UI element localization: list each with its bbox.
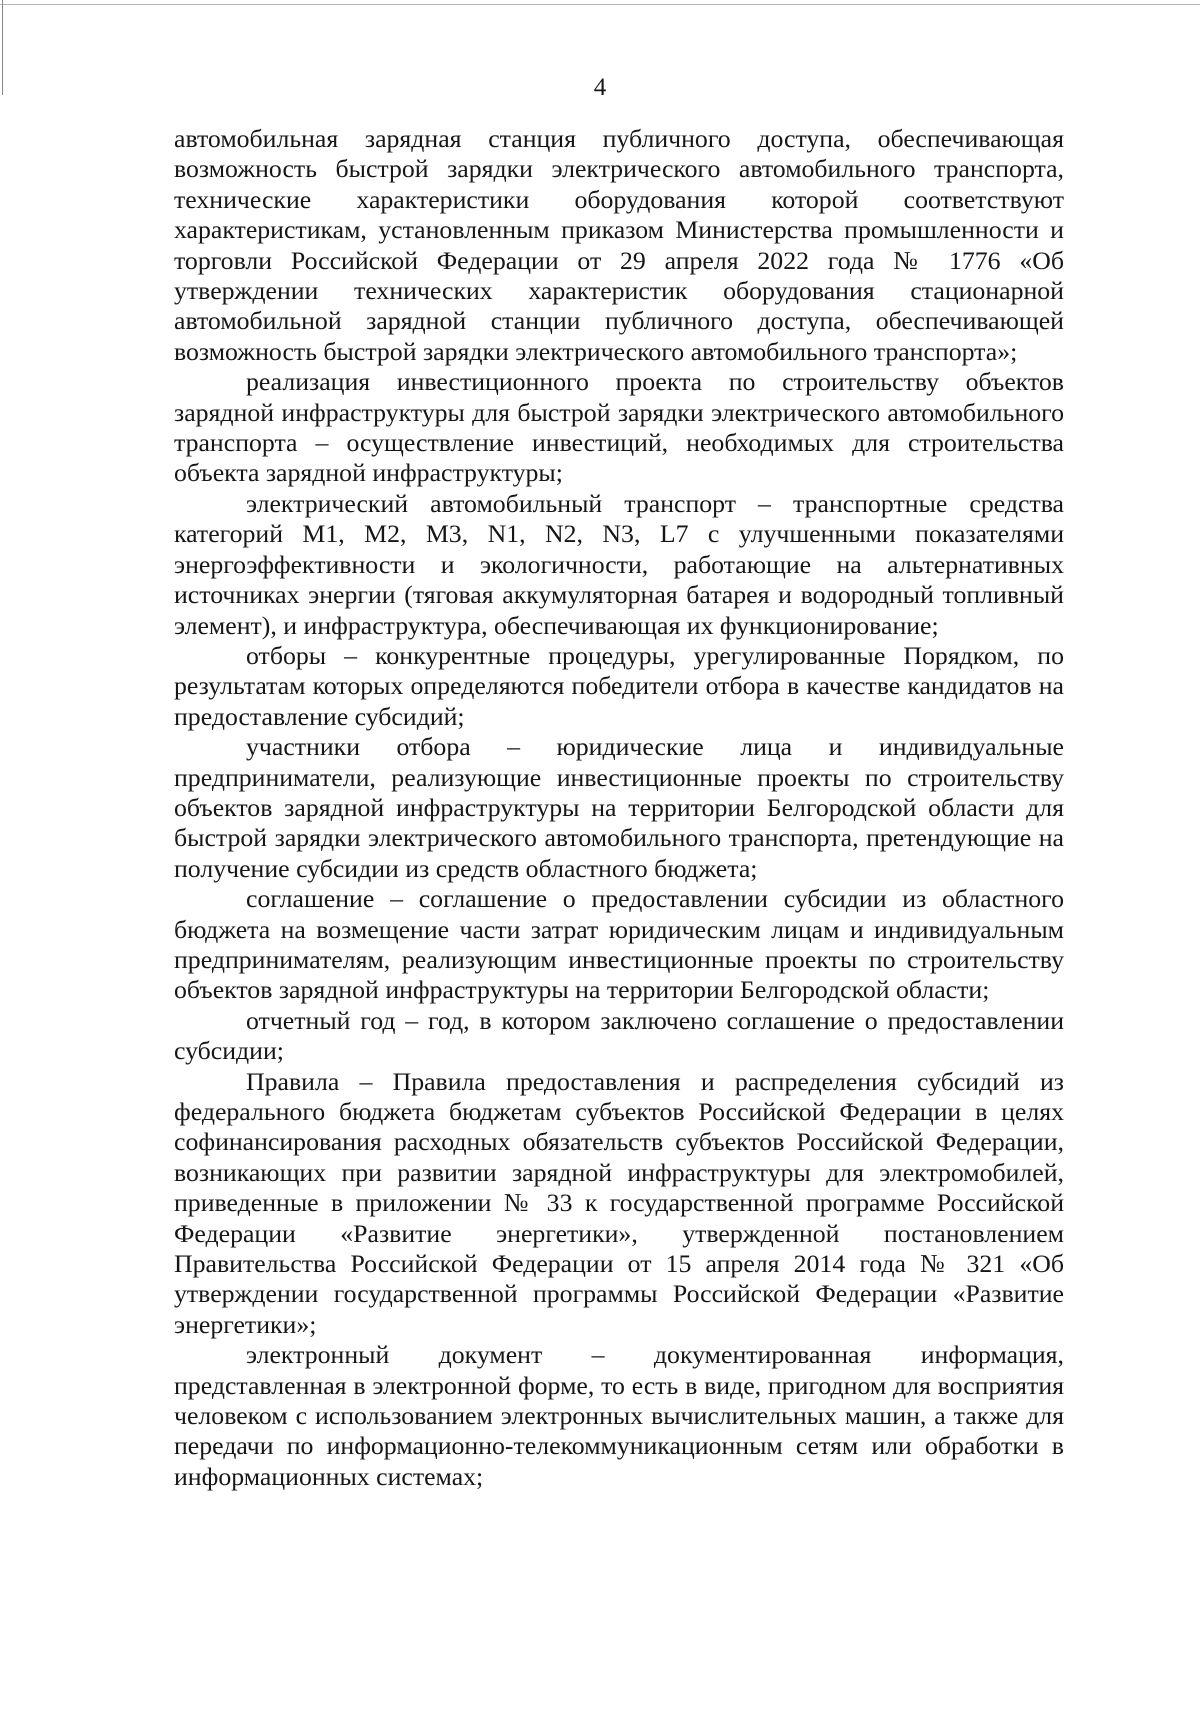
scan-edge-top xyxy=(0,4,1200,5)
paragraph-charging-station: автомобильная зарядная станция публичного доступа, обеспечивающая возможность быстрой зарядки электрического автомобильного транспорта, технические характеристики оборудования которой соответствуют характеристикам, установленным приказом Министерства промышленности и торговли Российской Федерации от 29 апреля 2022 года № 1776 «Об утверждении технических характеристик оборудования стационарной автомобильной зарядной станции публичного доступа, обеспечивающей возможность быстрой зарядки электрического автомобильного транспорта»; xyxy=(174,124,1064,366)
paragraph-reporting-year: отчетный год – год, в котором заключено соглашение о предоставлении субсидии; xyxy=(174,1005,1064,1066)
paragraph-electric-transport: электрический автомобильный транспорт – транспортные средства категорий М1, М2, М3, N1, N2, N3, L7 с улучшенными показателями энергоэффективности и экологичности, работающие на альтернативных источниках энергии (тяговая аккумуляторная батарея и водородный топливный элемент), и инфраструктура, обеспечивающая их функционирование; xyxy=(174,488,1064,640)
paragraph-rules: Правила – Правила предоставления и распределения субсидий из федерального бюджета бюджетам субъектов Российской Федерации в целях софинансирования расходных обязательств субъектов Российской Федерации, возникающих при развитии зарядной инфраструктуры для электромобилей, приведенные в приложении № 33 к государственной программе Российской Федерации «Развитие энергетики», утвержденной постановлением Правительства Российской Федерации от 15 апреля 2014 года № 321 «Об утверждении государственной программы Российской Федерации «Развитие энергетики»; xyxy=(174,1066,1064,1339)
paragraph-selections: отборы – конкурентные процедуры, урегулированные Порядком, по результатам которых определяются победители отбора в качестве кандидатов на предоставление субсидий; xyxy=(174,640,1064,731)
paragraph-participants: участники отбора – юридические лица и индивидуальные предприниматели, реализующие инвестиционные проекты по строительству объектов зарядной инфраструктуры на территории Белгородской области для быстрой зарядки электрического автомобильного транспорта, претендующие на получение субсидии из средств областного бюджета; xyxy=(174,732,1064,883)
page-number: 4 xyxy=(593,74,607,101)
paragraph-investment-project: реализация инвестиционного проекта по строительству объектов зарядной инфраструктуры для быстрой зарядки электрического автомобильного транспорта – осуществление инвестиций, необходимых для строительства объекта зарядной инфраструктуры; xyxy=(174,367,1064,488)
document-body xyxy=(174,124,1064,1492)
paragraph-agreement: соглашение – соглашение о предоставлении субсидии из областного бюджета на возмещение части затрат юридическим лицам и индивидуальным предпринимателям, реализующим инвестиционные проекты по строительству объектов зарядной инфраструктуры на территории Белгородской области; xyxy=(174,884,1064,1005)
paragraph-electronic-document: электронный документ – документированная информация, представленная в электронной форме, то есть в виде, пригодном для восприятия человеком с использованием электронных вычислительных машин, а также для передачи по информационно-телекоммуникационным сетям или обработки в информационных системах; xyxy=(174,1340,1064,1491)
